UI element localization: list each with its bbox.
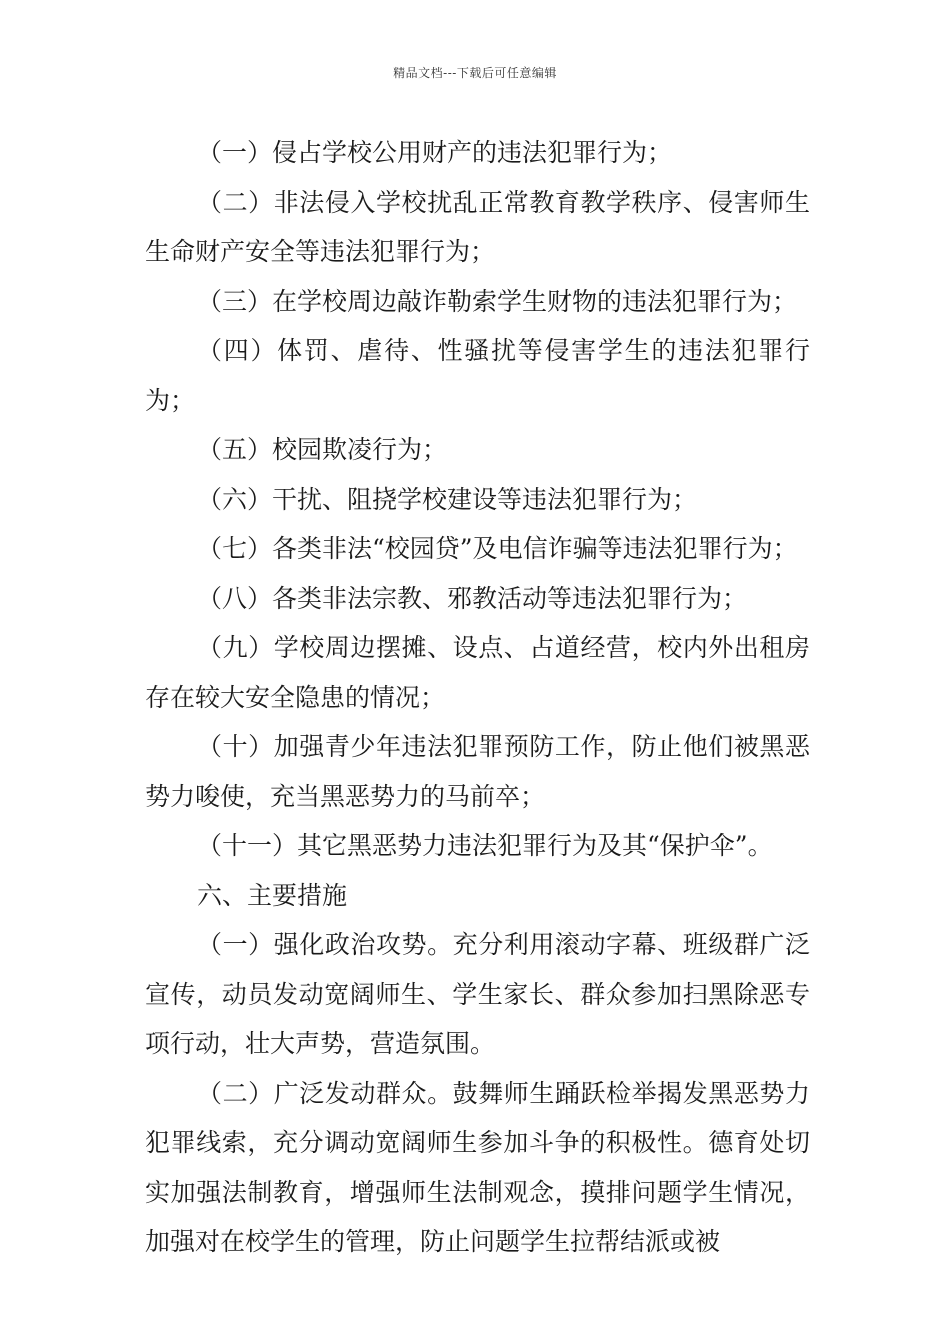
section-heading: 六、主要措施 bbox=[197, 880, 348, 910]
paragraph-8: （八）各类非法宗教、邪教活动等违法犯罪行为； bbox=[197, 583, 748, 613]
paragraph-6: （六）干扰、阻挠学校建设等违法犯罪行为； bbox=[197, 484, 698, 514]
paragraph-1: （一）侵占学校公用财产的违法犯罪行为； bbox=[197, 138, 673, 167]
document-body bbox=[145, 128, 810, 1267]
paragraph-11: （十一）其它黑恶势力违法犯罪行为及其“保护伞”。 bbox=[197, 831, 773, 860]
paragraph-5: （五）校园欺凌行为； bbox=[197, 435, 448, 464]
paragraph-13: （一）强化政治攻势。充分利用滚动字幕、班级群广泛宣传，动员发动宽阔师生、学生家长、群众参加扫黑除恶专项行动，壮大声势，营造氛围。 bbox=[145, 930, 810, 1058]
paragraph-3: （三）在学校周边敲诈勒索学生财物的违法犯罪行为； bbox=[197, 286, 798, 316]
page-header: 精品文档---下载后可任意编辑 bbox=[393, 66, 557, 80]
paragraph-9: （九）学校周边摆摊、设点、占道经营，校内外出租房存在较大安全隐患的情况； bbox=[145, 633, 810, 712]
paragraph-14: （二）广泛发动群众。鼓舞师生踊跃检举揭发黑恶势力犯罪线索，充分调动宽阔师生参加斗争的积极性。德育处切实加强法制教育，增强师生法制观念，摸排问题学生情况，加强对在校学生的管理，防止问题学生拉帮结派或被 bbox=[145, 1078, 810, 1256]
paragraph-10: （十）加强青少年违法犯罪预防工作，防止他们被黑恶势力唆使，充当黑恶势力的马前卒； bbox=[145, 732, 810, 811]
paragraph-7: （七）各类非法“校园贷”及电信诈骗等违法犯罪行为； bbox=[197, 534, 798, 563]
paragraph-2: （二）非法侵入学校扰乱正常教育教学秩序、侵害师生生命财产安全等违法犯罪行为； bbox=[145, 187, 810, 266]
paragraph-4: （四）体罚、虐待、性骚扰等侵害学生的违法犯罪行为； bbox=[145, 336, 810, 415]
